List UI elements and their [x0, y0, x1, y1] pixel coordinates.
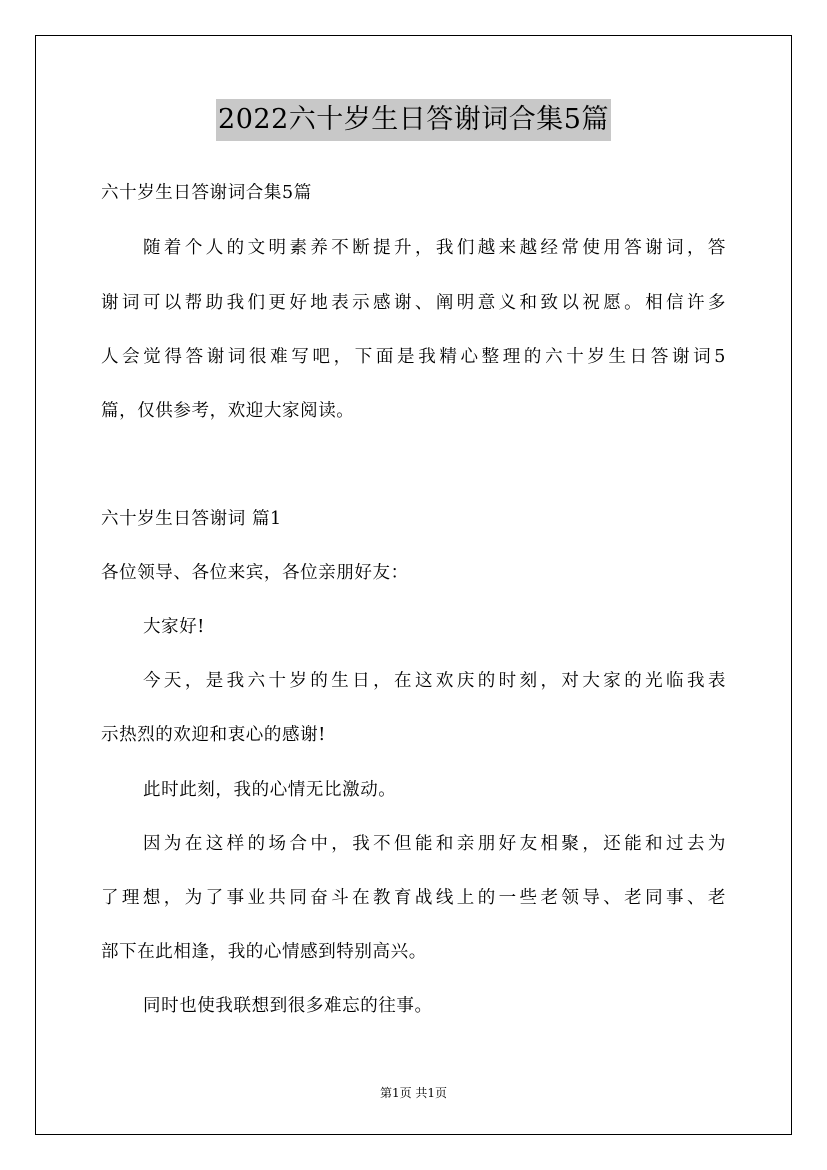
- para3-line-1: 因为在这样的场合中，我不但能和亲朋好友相聚，还能和过去为: [143, 834, 726, 854]
- para3-line-3: 部下在此相逢，我的心情感到特别高兴。: [101, 942, 427, 962]
- document-title: 2022六十岁生日答谢词合集5篇: [216, 99, 611, 141]
- greeting: 大家好!: [143, 617, 205, 637]
- subtitle: 六十岁生日答谢词合集5篇: [101, 183, 312, 203]
- title-container: [0, 99, 827, 141]
- intro-line-2: 谢词可以帮助我们更好地表示感谢、阐明意义和致以祝愿。相信许多: [101, 293, 726, 313]
- para1-line-2: 示热烈的欢迎和衷心的感谢!: [101, 725, 326, 745]
- section-heading: 六十岁生日答谢词 篇1: [101, 509, 282, 529]
- intro-line-3: 人会觉得答谢词很难写吧，下面是我精心整理的六十岁生日答谢词5: [101, 347, 726, 367]
- intro-line-1: 随着个人的文明素养不断提升，我们越来越经常使用答谢词，答: [143, 238, 726, 258]
- salutation: 各位领导、各位来宾，各位亲朋好友：: [101, 563, 409, 583]
- page-number-footer: 第1页 共1页: [379, 1086, 448, 1100]
- para1-line-1: 今天，是我六十岁的生日，在这欢庆的时刻，对大家的光临我表: [143, 671, 726, 691]
- para3-line-2: 了理想，为了事业共同奋斗在教育战线上的一些老领导、老同事、老: [101, 888, 726, 908]
- para4: 同时也使我联想到很多难忘的往事。: [143, 996, 433, 1016]
- para2: 此时此刻，我的心情无比激动。: [143, 780, 397, 800]
- intro-line-4: 篇，仅供参考，欢迎大家阅读。: [101, 401, 355, 421]
